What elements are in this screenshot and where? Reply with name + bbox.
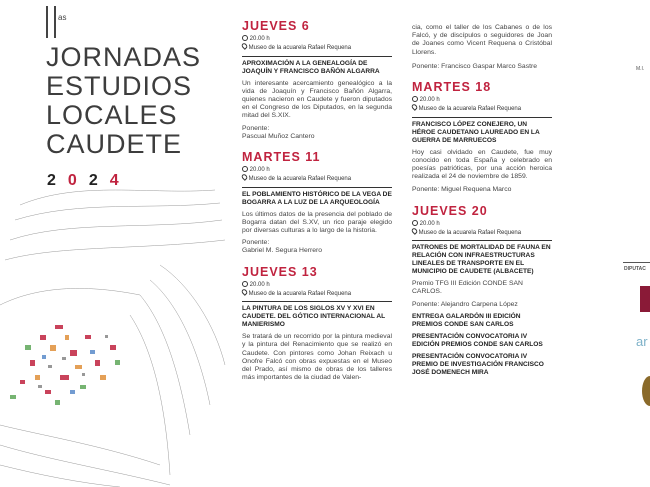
divider (412, 117, 552, 118)
event-title: LA PINTURA DE LOS SIGLOS XV Y XVI EN CAUDETE. DEL GÓTICO INTERNACIONAL AL MANIERISMO (242, 305, 385, 329)
day-heading: JUEVES 6 (242, 19, 310, 33)
day-heading: MARTES 11 (242, 150, 321, 165)
speaker: Ponente: Miguel Requena Marco (412, 186, 512, 194)
speaker-label: Ponente: (242, 239, 270, 247)
event-title: APROXIMACIÓN A LA GENEALOGÍA DE JOAQUÍN Y FRANCISCO BAÑÓN ALGARRA (242, 59, 380, 75)
divider (242, 56, 392, 57)
event-time: 20.00 h (242, 280, 392, 289)
clock-icon (412, 220, 418, 226)
day-heading: JUEVES 20 (412, 203, 488, 218)
speaker-name: Gabriel M. Segura Herrero (242, 247, 323, 255)
divider (242, 301, 392, 302)
program-item: PRESENTACIÓN CONVOCATORIA IV EDICIÓN PREMIOS CONDE SAN CARLOS (412, 332, 543, 348)
day-heading: MARTES 18 (412, 80, 492, 95)
event-time: 20.00 h (242, 165, 392, 174)
divider (242, 187, 392, 188)
location-pin-icon (241, 43, 249, 51)
event-place: Museo de la acuarela Rafael Requena (412, 228, 552, 237)
speaker-name: Pascual Muñoz Cantero (242, 132, 315, 140)
town-map-illustration (0, 185, 230, 487)
divider (412, 240, 552, 241)
program-column-2 (412, 24, 552, 377)
day-heading: JUEVES 13 (242, 264, 318, 279)
event-place: Museo de la acuarela Rafael Requena (242, 174, 392, 183)
title-line-2: ESTUDIOS (46, 71, 193, 101)
location-pin-icon (241, 174, 249, 182)
event-time: 20.00 h (412, 95, 552, 104)
event-description: Se tratará de un recorrido por la pintura medieval y la pintura del Renacimiento que se realizó en Caudete. Con pintores como Johan Reixach u Onofre Falcó con obras expuestas en el Museo del Prado, así mismo de obras de los talleres más importantes de la ciudad de Valen- (242, 333, 392, 382)
year-digit: 2 (47, 172, 68, 189)
speaker: Ponente: Alejandro Carpena López (412, 300, 518, 308)
strip-divider (623, 262, 650, 263)
clock-icon (242, 35, 248, 41)
event-place: Museo de la acuarela Rafael Requena (242, 43, 392, 52)
event-description-continued: cia, como el taller de los Cabanes o de los Falcó, y de discípulos o seguidores de Joan de Joanes como Vicent Requena o Cristóbal Llorens. (412, 24, 552, 56)
event-time: 20.00 h (412, 219, 552, 228)
speaker-label: Ponente: (242, 124, 270, 132)
year-digit: 2 (88, 172, 110, 189)
prize-text: Premio TFG III Edición CONDE SAN CARLOS. (412, 280, 523, 296)
program-item: ENTREGA GALARDÓN III EDICIÓN PREMIOS CONDE SAN CARLOS (412, 312, 521, 328)
event-place: Museo de la acuarela Rafael Requena (412, 104, 552, 113)
event-time: 20.00 h (242, 34, 392, 43)
location-pin-icon (411, 104, 419, 112)
speaker: Ponente: Francisco Gaspar Marco Sastre (412, 62, 538, 70)
event-title: EL POBLAMIENTO HISTÓRICO DE LA VEGA DE BOGARRA A LA LUZ DE LA ARQUEOLOGÍA (242, 190, 392, 206)
event-title: PATRONES DE MORTALIDAD DE FAUNA EN RELACIÓN CON INFRAESTRUCTURAS LINEALES DE TRANSPORTE EN EL MUNICIPIO DE CAUDETE (ALBACETE) (412, 244, 551, 276)
event-description: Un interesante acercamiento genealógico a la vida de Joaquín y Francisco Bañón Algarra, quienes nacieron en Caudete y fueron diputados en el Congreso de los Diputados, en la segunda mitad del S.XIX. (242, 79, 392, 120)
location-pin-icon (241, 288, 249, 296)
title-line-4: CAUDETE (46, 129, 183, 159)
event-place: Museo de la acuarela Rafael Requena (242, 289, 392, 298)
strip-top-text: M.I. (636, 66, 645, 72)
roman-numeral-mark (46, 6, 56, 38)
year-digit: 4 (109, 172, 131, 189)
location-pin-icon (411, 227, 419, 235)
event-title: FRANCISCO LÓPEZ CONEJERO, UN HÉROE CAUDETANO LAUREADO EN LA GUERRA DE MARRUECOS (412, 120, 540, 144)
clock-icon (242, 166, 248, 172)
clock-icon (242, 281, 248, 287)
sponsor-logo-text: ar (636, 334, 648, 349)
event-description: Los últimos datos de la presencia del poblado de Bogarra datan del S.XV, un rico paraje elegido por diversas culturas a lo largo de la historia. (242, 210, 392, 235)
sponsor-logo (642, 376, 650, 406)
strip-label: DIPUTAC (624, 266, 646, 272)
year-digit: 0 (67, 172, 89, 189)
program-item: PRESENTACIÓN CONVOCATORIA IV PREMIO DE INVESTIGACIÓN FRANCISCO JOSÉ DOMENECH MIRA (412, 352, 544, 376)
clock-icon (412, 96, 418, 102)
sponsor-logo (640, 286, 650, 312)
edition-suffix: as (58, 13, 67, 22)
title-line-3: LOCALES (46, 100, 178, 130)
event-description: Hoy casi olvidado en Caudete, fue muy conocido en toda España y celebrado en poesías patrióticas, por una acción heroica realizada el 24 de noviembre de 1859. (412, 148, 552, 181)
program-column-1 (242, 19, 392, 382)
title-line-1: JORNADAS (46, 42, 202, 72)
